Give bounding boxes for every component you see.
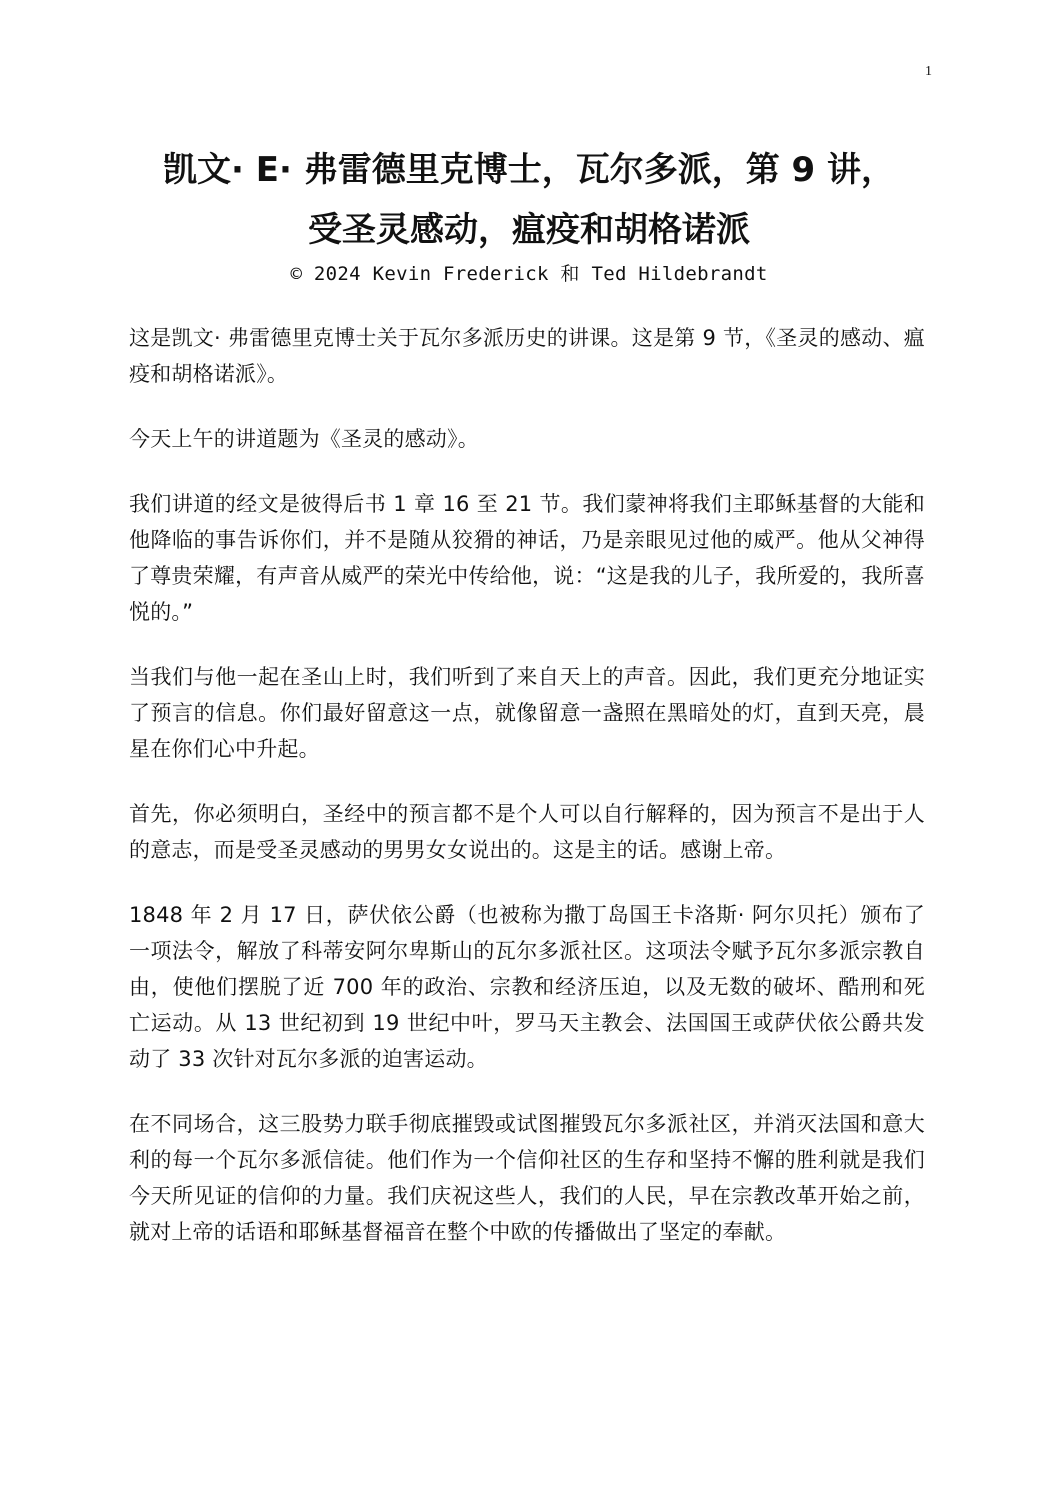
paragraph-sermon-title: 今天上午的讲道题为《圣灵的感动》。 <box>129 427 479 451</box>
page-title <box>110 140 948 260</box>
title-line-1: 凯文· E· 弗雷德里克博士，瓦尔多派，第 9 讲， <box>162 150 896 190</box>
body-text <box>129 320 925 1279</box>
title-line-2: 受圣灵感动，瘟疫和胡格诺派 <box>308 210 750 250</box>
page-number: 1 <box>925 64 932 79</box>
paragraph-prophecy: 首先，你必须明白，圣经中的预言都不是个人可以自行解释的，因为预言不是出于人的意志，而是受圣灵感动的男男女女说出的。这是主的话。感谢上帝。 <box>129 802 925 862</box>
paragraph-holy-mountain: 当我们与他一起在圣山上时，我们听到了来自天上的声音。因此，我们更充分地证实了预言的信息。你们最好留意这一点，就像留意一盏照在黑暗处的灯，直到天亮，晨星在你们心中升起。 <box>129 665 925 761</box>
paragraph-edict-1848: 1848 年 2 月 17 日，萨伏依公爵（也被称为撒丁岛国王卡洛斯· 阿尔贝托）颁布了一项法令，解放了科蒂安阿尔卑斯山的瓦尔多派社区。这项法令赋予瓦尔多派宗教自由，使他们摆脱了近 700 年的政治、宗教和经济压迫，以及无数的破坏、酷刑和死亡运动。从 13 世纪初到 19 世纪中叶，罗马天主教会、法国国王或萨伏依公爵共发动了 33 次针对瓦尔多派的迫害运动。 <box>129 903 925 1071</box>
copyright-notice: © 2024 Kevin Frederick 和 Ted Hildebrandt <box>290 263 768 285</box>
paragraph-intro: 这是凯文· 弗雷德里克博士关于瓦尔多派历史的讲课。这是第 9 节，《圣灵的感动、瘟疫和胡格诺派》。 <box>129 326 925 386</box>
paragraph-scripture: 我们讲道的经文是彼得后书 1 章 16 至 21 节。我们蒙神将我们主耶稣基督的大能和他降临的事告诉你们，并不是随从狡猾的神话，乃是亲眼见过他的威严。他从父神得了尊贵荣耀，有声音从威严的荣光中传给他，说：“这是我的儿子，我所爱的，我所喜悦的。” <box>129 492 925 624</box>
paragraph-persecution: 在不同场合，这三股势力联手彻底摧毁或试图摧毁瓦尔多派社区，并消灭法国和意大利的每一个瓦尔多派信徒。他们作为一个信仰社区的生存和坚持不懈的胜利就是我们今天所见证的信仰的力量。我们庆祝这些人，我们的人民，早在宗教改革开始之前，就对上帝的话语和耶稣基督福音在整个中欧的传播做出了坚定的奉献。 <box>129 1112 925 1244</box>
